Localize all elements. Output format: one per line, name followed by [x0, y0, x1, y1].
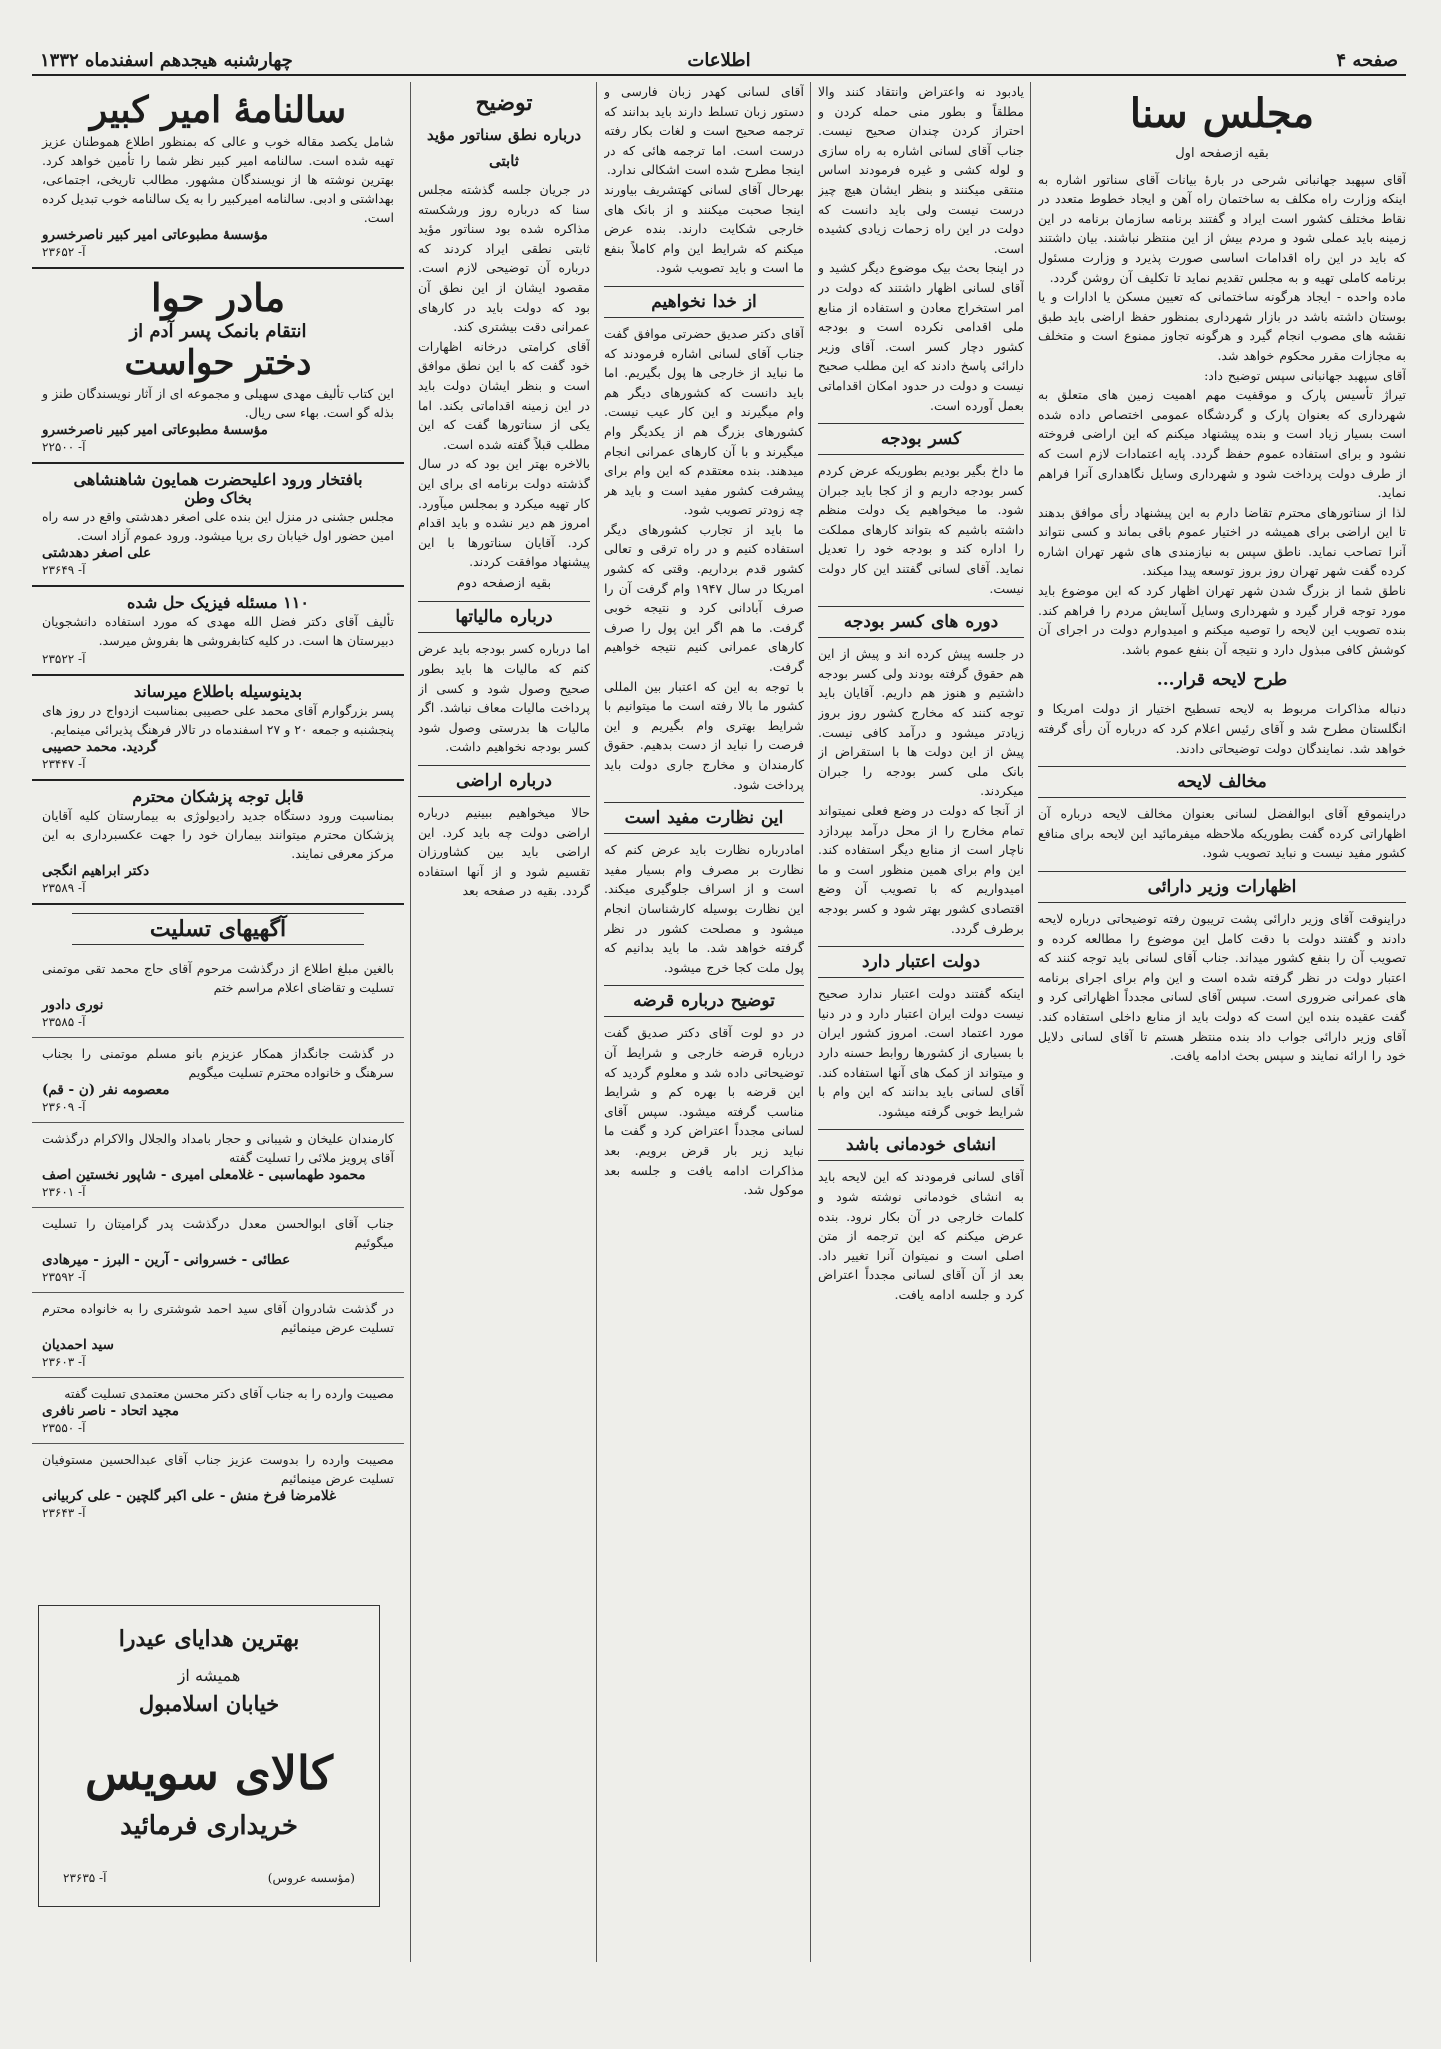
paragraph: ما باید از تجارب کشورهای دیگر استفاده کنیم و در راه ترقی و تعالی کشور قدم برداریم. وقتی که کشور امریکا در سال ۱۹۴۷ وام گرفت آن را صرف آبادانی کرد و نتیجه خوبی گرفت. ما هم اگر این پول را صرف کارهای عمرانی کنیم نتیجه خواهیم گرفت.	[604, 521, 804, 675]
paragraph: بالاخره بهتر این بود که در سال گذشته دولت برنامه ای برای این کار تهیه میکرد و بمجلس میآورد. امروز هم دیر نشده و باید اقدام کرد. آقایان سناتورها با این پیشنهاد موافقت کردند.	[418, 456, 590, 570]
condolence-notice	[32, 1208, 404, 1293]
column-divider	[410, 82, 411, 1962]
notice-code: آ- ۲۳۶۰۱	[42, 1185, 86, 1199]
paragraph: از آنجا که دولت در وضع فعلی نمیتواند تمام مخارج را از محل درآمد بپردازد ناچار است از منابع دیگر استفاده کند. این وام برای همین منظور است و ما امیدواریم که با تصویب آن وضع اقتصادی کشور بهتر شود و کسر بودجه برطرف گردد.	[818, 803, 1024, 936]
paragraph: دنباله مذاکرات مربوط به لایحه تسطیح اختیار از دولت امریکا و انگلستان مطرح شد و آقای رئیس اعلام کرد که درباره آن رأی گرفته خواهد شد. نمایندگان دولت توضیحاتی دادند.	[1038, 701, 1406, 756]
notice-code: آ- ۲۳۵۹۲	[42, 1270, 86, 1284]
ad-line: خیابان اسلامبول	[138, 1691, 280, 1716]
paragraph: در دو لوت آقای دکتر صدیق گفت درباره قرضه خارجی و شرایط آن توضیحاتی داده شد و معلوم گردید که این قرضه با بهره کم و شرایط مناسب گرفته میشود. سپس آقای لسانی مجدداً اعتراض کرد و گفت ما نباید زیر بار قرض برویم. بعد مذاکرات ادامه یافت و جلسه بعد موکول شد.	[604, 1025, 804, 1198]
notice-body: مصیبت وارده را به جناب آقای دکتر محسن معتمدی تسلیت گفته	[64, 1386, 394, 1401]
ad-title-2: دختر حواست	[124, 343, 312, 383]
section-heading: درباره مالیاتها	[418, 601, 590, 633]
section-heading: دوره های کسر بودجه	[818, 606, 1024, 638]
condolence-notice	[32, 1293, 404, 1378]
ad-subtitle: بخاک وطن	[184, 489, 252, 507]
ad-title: قابل توجه پزشکان محترم	[132, 787, 304, 806]
paragraph: در اینجا بحث بیک موضوع دیگر کشید و آقای لسانی اظهار داشتند که دولت در امر استخراج معادن و استفاده از منابع ملی اقدامی نکرده است و بودجه کشور دچار کسر است. آقای وزیر دارائی پاسخ دادند که این مطلب صحیح نیست و دولت در حدود امکان اقداماتی بعمل آورده است.	[818, 260, 1024, 413]
section-heading: اظهارات وزیر دارائی	[1038, 871, 1406, 903]
section-heading: مخالف لایحه	[1038, 766, 1406, 798]
ad-signature: گردید. محمد حصیبی	[42, 739, 158, 755]
section-heading: درباره اراضی	[418, 765, 590, 797]
section-heading: دولت اعتبار دارد	[818, 946, 1024, 978]
ad-body: شامل یکصد مقاله خوب و عالی که بمنظور اطلاع هموطنان عزیز تهیه شده است. سالنامه امیر کبیر نظر شما را تأمین خواهد کرد. بهترین نوشته ها از نویسندگان مشهور. مطالب تاریخی، اجتماعی، بهداشتی و ادبی. سالنامه امیرکبیر را به یک سالنامه خوب تبدیل کرده است.	[42, 134, 394, 225]
issue-date: چهارشنبه هیجدهم اسفندماه ۱۳۳۲	[40, 50, 293, 71]
notice-signature: معصومه نفر (ن - قم)	[42, 1082, 170, 1098]
ad-code: آ- ۲۳۶۳۵	[63, 1871, 107, 1885]
notice-body: کارمندان علیخان و شیبانی و حجار بامداد والجلال والاکرام درگذشت آقای پرویز ملائی را تسلیت گفته	[42, 1131, 394, 1165]
paragraph: آقای لسانی فرمودند که این لایحه باید به انشای خودمانی نوشته شود و کلمات خارجی در آن بکار نرود. بنده عرض میکنم که این ترجمه از متن اصلی است و نمیتوان آنرا تغییر داد. بعد از آن آقای لسانی مجدداً اعتراض کرد و جلسه ادامه یافت.	[818, 1169, 1024, 1302]
condolence-notice	[32, 1378, 404, 1444]
notice-signature: محمود طهماسبی - غلامعلی امیری - شاپور نخستین اصف	[42, 1167, 366, 1183]
condolence-notice	[32, 1444, 404, 1528]
ad-code: آ- ۲۳۴۴۷	[42, 757, 86, 771]
senate-article	[1038, 82, 1406, 1962]
ad-subtitle: انتقام بانمک پسر آدم از	[129, 321, 307, 342]
ad-swiss-goods	[38, 1605, 380, 1907]
advertisements-column	[32, 82, 404, 1597]
paragraph: در جلسه پیش کرده اند و پیش از این هم حقوق گرفته بودند ولی کسر بودجه داشتیم و هنوز هم داریم. آقایان باید توجه کنند که مخارج کشور روز بروز زیادتر میشود و درآمد کافی نیست. پیش از این دولت ها با استقراض از بانک ملی کسر بودجه را جبران میکردند.	[818, 646, 1024, 799]
paragraph: اما درباره کسر بودجه باید عرض کنم که مالیات ها باید بطور صحیح وصول شود و کسی از پرداخت مالیات معاف نباشد. اگر مالیات ها بدرستی وصول شود کسر بودجه نخواهیم داشت.	[418, 641, 590, 755]
notice-body: جناب آقای ابوالحسن معدل درگذشت پدر گرامیتان را تسلیت میگوئیم	[42, 1216, 394, 1250]
notice-signature: نوری دادور	[42, 997, 104, 1013]
ad-headline: کالای سویس	[85, 1746, 333, 1800]
section-heading: این نظارت مفید است	[604, 802, 804, 834]
ad-body: بمناسبت ورود دستگاه جدید رادیولوژی به بیمارستان کلیه آقایان پزشکان محترم میتوانند بیماران خود را جهت عکسبرداری به این مرکز معرفی نمایند.	[42, 808, 394, 861]
ad-code: آ- ۲۳۵۲۲	[42, 652, 86, 666]
ad-line: بهترین هدایای عیدرا	[118, 1626, 300, 1652]
paragraph: تیراژ تأسیس پارک و موقفیت مهم اهمیت زمین های متعلق به شهرداری که بعنوان پارک و گردشگاه عمومی اختصاص داده شده است بسیار زیاد است و بنده پیشنهاد میکنم که این اراضی فروخته نشود و برای استفاده عموم حفظ گردد. پایه اعتمادات لازم است که از طرف دولت پرداخت شود و شهرداری وسایل نگاهداری آنرا فراهم نماید.	[1038, 387, 1406, 501]
paragraph: در جریان جلسه گذشته مجلس سنا که درباره روز ورشکسته مذاکره شده بود سناتور مؤید ثابتی نطقی ایراد کردند که درباره آن توضیحی لازم است. مقصود ایشان از این نطق آن بود که دولت باید در کارهای عمرانی دقت بیشتری کند.	[418, 182, 590, 335]
paragraph: بهرحال آقای لسانی کهتشریف بیاورند اینجا صحبت میکنند و از بانک های خارجی شکایت دارند. بنده عرض میکنم که شرایط این وام کاملاً بنفع ما است و باید تصویب شود.	[604, 181, 804, 276]
paragraph: لذا از سناتورهای محترم تقاضا دارم به این پیشنهاد رأی موافق بدهند تا این اراضی برای همیشه در اختیار عموم باقی بماند و کسی نتواند آنرا تصاحب نماید. ناطق سپس به نیازمندی های شهر تهران اشاره کرده گفت شهر تهران روز بروز توسعه پیدا میکند.	[1038, 504, 1406, 579]
column-divider	[810, 82, 811, 1962]
ad-title: بدینوسیله باطلاع میرساند	[133, 682, 303, 701]
notice-body: در گذشت شادروان آقای سید احمد شوشتری را به خانواده محترم تسلیت عرض مینمائیم	[42, 1301, 394, 1335]
ad-body: این کتاب تألیف مهدی سهیلی و مجموعه ای از آثار نویسندگان طنز و بذله گو است. بهاء سی ریال.	[42, 386, 394, 420]
ad-code: آ- ۲۳۵۸۹	[42, 881, 86, 895]
paragraph: دراینموقع آقای ابوالفضل لسانی بعنوان مخالف لایحه درباره آن اظهاراتی کرده گفت بطوریکه ملاحظه میفرمائید این لایحه برای منافع کشور مفید نیست و نباید تصویب شود.	[1038, 806, 1406, 861]
ad-body: مجلس جشنی در منزل این بنده علی اصغر دهدشتی واقع در سه راه امین حضور اول خیابان ری برپا میشود. ورود عموم آزاد است.	[42, 509, 394, 543]
senate-article-continued	[818, 82, 1024, 1962]
ad-physics-book	[32, 587, 404, 676]
ad-amir-kabir-yearbook	[32, 82, 404, 269]
ad-title: سالنامهٔ امیر کبیر	[89, 89, 347, 131]
paragraph: یادبود نه واعتراض وانتقاد کنند والا مطلقاً و بطور منی حمله کردن و احتراز کردن چندان صحیح نیست. جناب آقای لسانی اشاره به راه سازی و لوله کشی و غیره فرمودند اساس منتقی میکنند و بنظر ایشان هیچ چیز درست نیست ولی باید دانست که دولت در این راه زحمات زیادی کشیده است.	[818, 84, 1024, 256]
paragraph: ناطق شما از بزرگ شدن شهر تهران اظهار کرد که این موضوع باید مورد توجه قرار گیرد و شهرداری وسایل آسایش مردم را فراهم کند. بنده تصویب این لایحه را توصیه میکنم و امیدوارم دولت در اجرای آن کوشش کافی مبذول دارد و نتیجه آن بنفع عموم باشد.	[1038, 583, 1406, 657]
paragraph: آقای سپهبد جهانبانی سپس توضیح داد:	[1204, 367, 1406, 383]
ad-line: خریداری فرمائید	[120, 1811, 298, 1841]
notice-code: آ- ۲۳۵۵۰	[42, 1421, 86, 1435]
clarification-article	[418, 82, 590, 1962]
paragraph: امادرباره نظارت باید عرض کنم که نظارت بر مصرف وام بسیار مفید است و از اسراف جلوگیری میکند. این نظارت بوسیله کارشناسان انجام میشود و مصلحت کشور در نظر گرفته خواهد شد. ما باید بدانیم که پول ملت کجا خرج میشود.	[604, 842, 804, 975]
ad-royal-return	[32, 464, 404, 587]
ad-code: آ- ۲۳۶۴۹	[42, 563, 86, 577]
notice-body: بالغین مبلغ اطلاع از درگذشت مرحوم آقای حاج محمد تقی موتمنی تسلیت و تقاضای اعلام مراسم ختم	[42, 961, 394, 995]
ad-signature: مؤسسهٔ مطبوعاتی امیر کبیر ناصرخسرو	[42, 227, 268, 243]
ad-signature: علی اصغر دهدشتی	[42, 545, 152, 561]
ad-line: همیشه از	[177, 1666, 241, 1685]
notice-signature: عطائی - خسروانی - آرین - البرز - میرهادی	[42, 1252, 291, 1268]
section-heading: توضیح درباره قرضه	[604, 985, 804, 1017]
paragraph: دراینوقت آقای وزیر دارائی پشت تریبون رفته توضیحاتی درباره لایحه دادند و گفتند دولت با دقت کامل این موضوع را مطالعه کرده و تصویب آن را بنفع کشور میداند. جناب آقای لسانی باید توجه کنند که اعتبار دولت در نظر گرفته شده است و این وام برای اجرای برنامه های عمرانی ضروری است. سپس آقای لسانی مجدداً اظهاراتی کرد و گفت عقیده بنده این است که دولت باید از منابع داخلی استفاده کند. آقای وزیر دارائی جواب داد بنده منتظر هستم تا آقای لسانی دلایل خود را ارائه نمایند و سپس بحث ادامه یافت.	[1038, 911, 1406, 1064]
notice-code: آ- ۲۳۶۴۳	[42, 1506, 86, 1520]
article-title: مجلس سنا	[1129, 90, 1315, 137]
notice-code: آ- ۲۳۶۰۳	[42, 1355, 86, 1369]
section-heading: از خدا نخواهیم	[604, 286, 804, 318]
ad-signature: دکتر ابراهیم انگجی	[42, 863, 150, 879]
condolence-notice	[32, 1038, 404, 1123]
ad-advertiser: (مؤسسه عروس)	[267, 1871, 355, 1885]
ad-wedding-announcement	[32, 676, 404, 781]
paragraph: آقای سپهبد جهانبانی شرحی در بارهٔ بیانات آقای سناتور اشاره به اینکه وزارت راه مکلف به ساختمان راه آهن و ایجاد خطوط متعدد در نقاط مختلف کشور است ایراد و گفتند برنامه سازمان برنامه در این زمینه باید عملی شود و مردم بیش از این منتظر نباشند. بیان داشتند که باید در این راه اقدامات اساسی صورت پذیرد و وزارت مسئول برنامه کاملی تهیه و به مجلس تقدیم نماید تا تکلیف آن روشن گردد.	[1038, 171, 1406, 285]
condolence-notice	[32, 1123, 404, 1208]
section-heading: کسر بودجه	[818, 423, 1024, 455]
paragraph: حالا میخواهیم ببینیم درباره اراضی دولت چه باید کرد. این اراضی باید بین کشاورزان تقسیم شود و از آنها استفاده گردد. بقیه در صفحه بعد	[418, 805, 590, 899]
notice-code: آ- ۲۳۶۰۹	[42, 1100, 86, 1114]
ad-title: ۱۱۰ مسئله فیزیک حل شده	[127, 593, 309, 612]
notice-signature: سید احمدیان	[42, 1337, 114, 1353]
section-heading: طرح لایحه قرار...	[1156, 670, 1288, 691]
page-header	[32, 46, 1406, 76]
ad-physicians-notice	[32, 781, 404, 905]
ad-title: بافتخار ورود اعلیحضرت همایون شاهنشاهی	[73, 470, 363, 489]
ad-body: تألیف آقای دکتر فضل الله مهدی که مورد استفاده دانشجویان دبیرستان ها است. در کلیه کتابفروشی ها بفروش میرسد.	[42, 614, 394, 648]
paragraph: آقای کرامتی درخانه اظهارات خود گفت که با این نطق موافق است و بنظر ایشان دولت باید در این زمینه اقداماتی بکند. اما یکی از سناتورها گفت که این مطلب قبلاً گفته شده است.	[418, 338, 590, 452]
paragraph: اینکه گفتند دولت اعتبار ندارد صحیح نیست دولت ایران اعتبار دارد و در دنیا مورد اعتماد است. امروز کشور ایران با بسیاری از کشورها روابط حسنه دارد و میتواند از کمک های آنها استفاده کند. آقای لسانی باید بدانند که این وام با شرایط خوبی گرفته میشود.	[818, 986, 1024, 1119]
ad-signature: مؤسسهٔ مطبوعاتی امیر کبیر ناصرخسرو	[42, 422, 268, 438]
condolence-notice	[32, 953, 404, 1038]
article-subtitle: درباره نطق سناتور مؤید ثابتی	[426, 126, 582, 170]
notice-signature: غلامرضا فرخ منش - علی اکبر گلچین - علی کربیانی	[42, 1488, 337, 1504]
ad-code: آ- ۲۲۵۰۰	[42, 440, 86, 454]
page-number: صفحه ۴	[1336, 50, 1398, 71]
paragraph: ما داخ بگیر بودیم بطوریکه عرض کردم کسر بودجه داریم و از کجا باید جبران شود. ما میخواهیم یک دولت منظم داشته باشیم که بتواند کارهای مملکت را اداره کند و بودجه خود را تعدیل نماید. آقای لسانی گفتند این کار دولت نیست.	[818, 463, 1024, 596]
ad-title: مادر حوا	[150, 275, 286, 320]
section-heading: انشای خودمانی باشد	[818, 1129, 1024, 1161]
newspaper-name: اطلاعات	[687, 50, 751, 71]
notice-code: آ- ۲۳۵۸۵	[42, 1015, 86, 1029]
paragraph: آقای دکتر صدیق حضرتی موافق گفت جناب آقای لسانی اشاره فرمودند که ما نباید از خارجی ها پول بگیریم. اما باید دانست که کشورهای دیگر هم وام میگیرند و این کار عیب نیست. کشورهای بزرگ هم از یکدیگر وام میگیرند و با آن کارهای عمرانی انجام میدهند. بنده معتقدم که این وام برای پیشرفت کشور مفید است و باید هر چه زودتر تصویب شود.	[604, 325, 804, 518]
paragraph: آقای لسانی کهدر زبان فارسی و دستور زبان تسلط دارند باید بدانند که ترجمه صحیح است و لغات بکار رفته درست است. اما ترجمه هائی که در اینجا مطرح شده است اشکالی ندارد.	[604, 84, 804, 178]
senate-article-continued	[604, 82, 804, 1962]
article-title: توضیح	[475, 90, 533, 116]
column-divider	[596, 82, 597, 1962]
notice-signature: مجید اتحاد - ناصر نافری	[42, 1403, 179, 1419]
notice-body: در گذشت جانگداز همکار عزیزم بانو مسلم موتمنی را بجناب سرهنگ و خانواده محترم تسلیت میگویم	[42, 1046, 394, 1080]
ad-body: پسر بزرگوارم آقای محمد علی حصیبی بمناسبت ازدواج در روز های پنجشنبه و جمعه ۲۰ و ۲۷ اسفندماه در تالار فرهنگ پذیرائی مینمایم.	[42, 703, 394, 737]
paragraph: ماده واحده - ایجاد هرگونه ساختمانی که تعیین مسکن یا ادارات و یا بوستان داشته باشد در بازار شهرداری بمنظور حفظ اراضی باید طبق نقشه های مصوب انجام گیرد و هرگونه تجاوز ممنوع است و متخلف به مجازات مقرر محکوم خواهد شد.	[1038, 289, 1406, 363]
notice-body: مصیبت وارده را بدوست عزیز جناب آقای عبدالحسین مستوفیان تسلیت عرض مینمائیم	[42, 1452, 394, 1486]
article-subtitle: بقیه ازصفحه اول	[1175, 146, 1269, 161]
condolences-heading: آگهیهای تسلیت	[72, 913, 364, 945]
paragraph: با توجه به این که اعتبار بین المللی کشور ما بالا رفته است ما میتوانیم با شرایط بهتری وام بگیریم و این فرصت را نباید از دست بدهیم. حقوق کارمندان و مخارج جاری دولت باید پرداخت شود.	[604, 678, 804, 792]
ad-code: آ- ۲۳۶۵۲	[42, 245, 86, 259]
column-divider	[1030, 82, 1031, 1962]
ad-madar-hava-book	[32, 269, 404, 464]
continuation-note: بقیه ازصفحه دوم	[456, 575, 552, 591]
